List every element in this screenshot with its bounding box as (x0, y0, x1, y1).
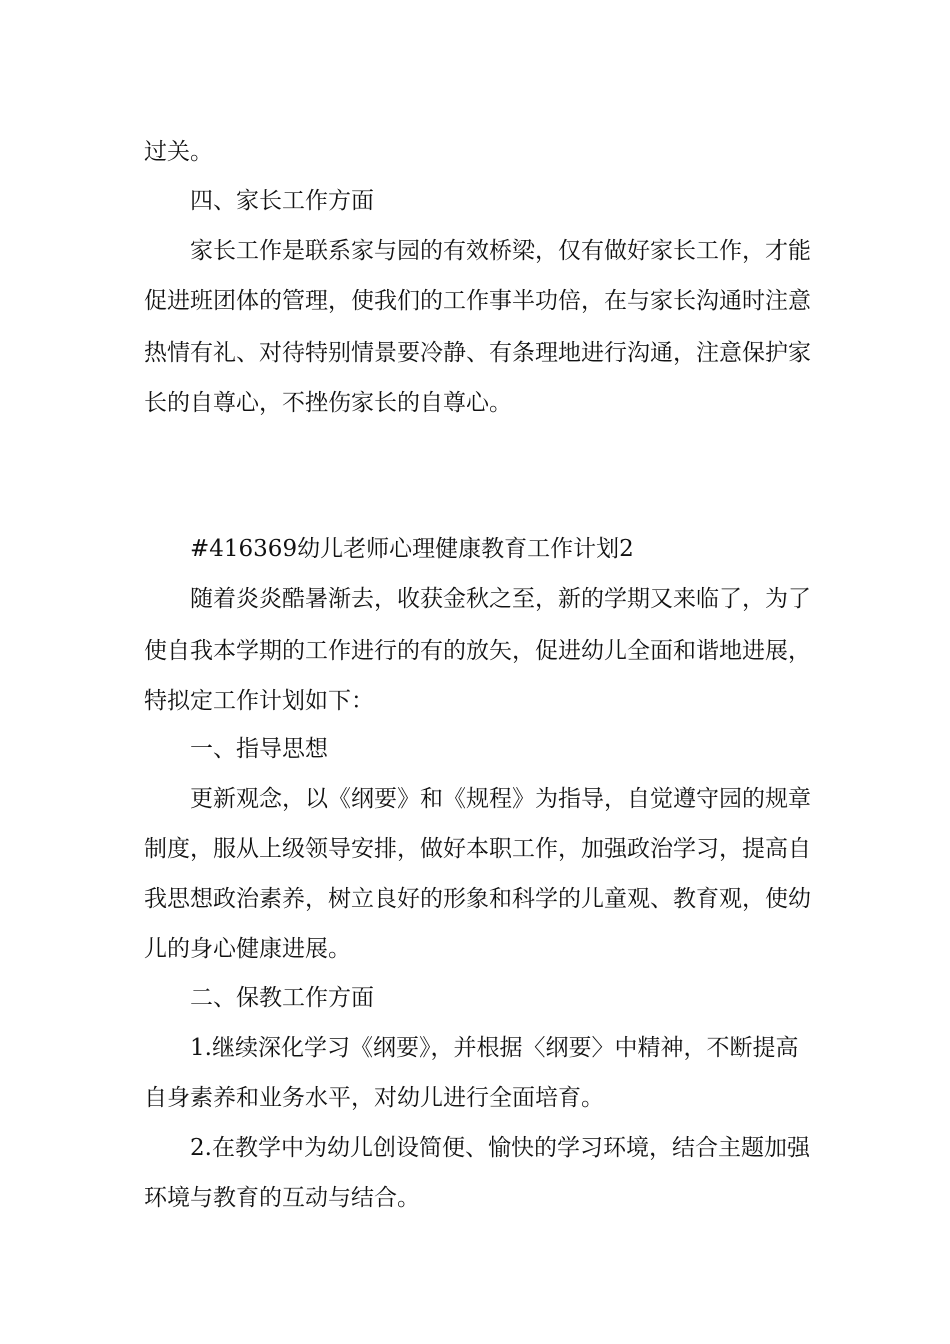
text-line: 制度，服从上级领导安排，做好本职工作，加强政治学习，提高自 (144, 836, 811, 862)
text-line: 2.在教学中为幼儿创设简便、愉快的学习环境，结合主题加强 (190, 1135, 810, 1161)
text-line: 长的自尊心，不挫伤家长的自尊心。 (144, 390, 512, 416)
text-line: 1.继续深化学习《纲要》，并根据〈纲要〉中精神，不断提高 (190, 1035, 799, 1061)
section-heading: 二、保教工作方面 (190, 985, 374, 1011)
section-heading: 四、家长工作方面 (190, 188, 374, 214)
text-line: 儿的身心健康进展。 (144, 936, 351, 962)
text-line: 特拟定工作计划如下： (144, 688, 374, 714)
text-line: 过关。 (144, 139, 213, 165)
document-title: #416369幼儿老师心理健康教育工作计划2 (190, 536, 634, 562)
section-heading: 一、指导思想 (190, 736, 328, 762)
text-line: 环境与教育的互动与结合。 (144, 1185, 420, 1211)
text-line: 随着炎炎酷暑渐去，收获金秋之至，新的学期又来临了，为了 (190, 586, 811, 612)
text-line: 更新观念，以《纲要》和《规程》为指导，自觉遵守园的规章 (190, 786, 811, 812)
text-line: 自身素养和业务水平，对幼儿进行全面培育。 (144, 1085, 604, 1111)
text-line: 使自我本学期的工作进行的有的放矢，促进幼儿全面和谐地进展， (144, 638, 811, 664)
text-line: 家长工作是联系家与园的有效桥梁，仅有做好家长工作，才能 (190, 238, 811, 264)
text-line: 我思想政治素养，树立良好的形象和科学的儿童观、教育观，使幼 (144, 886, 811, 912)
text-line: 热情有礼、对待特别情景要冷静、有条理地进行沟通，注意保护家 (144, 340, 811, 366)
text-line: 促进班团体的管理，使我们的工作事半功倍，在与家长沟通时注意 (144, 288, 811, 314)
